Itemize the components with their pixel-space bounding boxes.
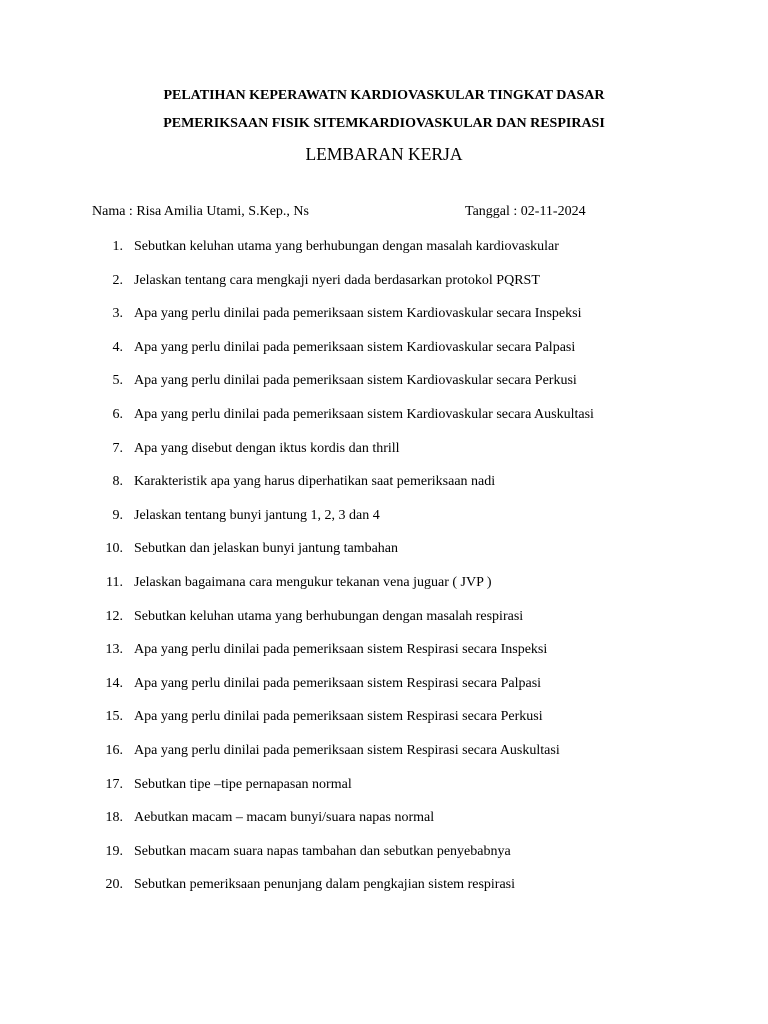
question-number: 13. [105, 642, 123, 658]
question-text: Apa yang perlu dinilai pada pemeriksaan sistem Respirasi secara Auskultasi [134, 742, 560, 758]
question-text: Aebutkan macam – macam bunyi/suara napas normal [134, 810, 435, 826]
question-item [0, 406, 768, 440]
question-number: 6. [112, 406, 123, 422]
question-text: Sebutkan tipe –tipe pernapasan normal [134, 776, 352, 792]
question-item [0, 876, 768, 910]
question-text: Sebutkan keluhan utama yang berhubungan dengan masalah respirasi [134, 608, 524, 624]
question-number: 18. [105, 810, 123, 826]
question-text: Apa yang perlu dinilai pada pemeriksaan sistem Respirasi secara Palpasi [134, 675, 542, 691]
question-number: 10. [105, 541, 123, 557]
question-text: Jelaskan tentang bunyi jantung 1, 2, 3 dan 4 [134, 507, 380, 523]
question-number: 19. [105, 843, 123, 859]
question-number: 20. [105, 877, 123, 893]
question-item [0, 776, 768, 810]
title-line-2: PEMERIKSAAN FISIK SITEMKARDIOVASKULAR DAN RESPIRASI [163, 116, 605, 131]
question-item [0, 440, 768, 474]
question-number: 8. [112, 474, 123, 490]
question-number: 12. [105, 608, 123, 624]
question-number: 7. [112, 440, 123, 456]
question-item [0, 339, 768, 373]
question-number: 3. [112, 306, 123, 322]
question-text: Sebutkan dan jelaskan bunyi jantung tambahan [134, 541, 398, 557]
question-text: Jelaskan bagaimana cara mengukur tekanan vena juguar ( JVP ) [134, 574, 492, 590]
question-number: 15. [105, 709, 123, 725]
question-text: Apa yang perlu dinilai pada pemeriksaan sistem Kardiovaskular secara Auskultasi [134, 406, 594, 422]
worksheet-date: Tanggal : 02-11-2024 [465, 204, 586, 219]
question-number: 2. [112, 272, 123, 288]
question-number: 5. [112, 373, 123, 389]
question-item [0, 809, 768, 843]
question-text: Karakteristik apa yang harus diperhatikan saat pemeriksaan nadi [134, 474, 496, 490]
question-item [0, 708, 768, 742]
question-number: 17. [105, 776, 123, 792]
question-item [0, 574, 768, 608]
question-item [0, 641, 768, 675]
question-text: Apa yang perlu dinilai pada pemeriksaan sistem Kardiovaskular secara Inspeksi [134, 306, 582, 322]
question-list [0, 238, 768, 910]
question-text: Apa yang perlu dinilai pada pemeriksaan sistem Kardiovaskular secara Palpasi [134, 339, 576, 355]
question-item [0, 473, 768, 507]
question-item [0, 272, 768, 306]
question-text: Apa yang perlu dinilai pada pemeriksaan sistem Respirasi secara Perkusi [134, 709, 543, 725]
worksheet-subtitle: LEMBARAN KERJA [305, 144, 463, 164]
question-number: 1. [112, 239, 123, 254]
question-item [0, 608, 768, 642]
question-number: 14. [105, 675, 123, 691]
question-text: Sebutkan keluhan utama yang berhubungan dengan masalah kardiovaskular [134, 239, 559, 254]
question-text: Sebutkan macam suara napas tambahan dan sebutkan penyebabnya [134, 843, 511, 859]
question-item [0, 305, 768, 339]
question-number: 4. [112, 339, 123, 355]
question-number: 9. [112, 507, 123, 523]
question-item [0, 540, 768, 574]
question-item [0, 742, 768, 776]
title-line-1: PELATIHAN KEPERAWATN KARDIOVASKULAR TINGKAT DASAR [163, 88, 605, 103]
question-number: 16. [105, 742, 123, 758]
question-text: Jelaskan tentang cara mengkaji nyeri dada berdasarkan protokol PQRST [134, 272, 540, 288]
question-text: Apa yang perlu dinilai pada pemeriksaan sistem Kardiovaskular secara Perkusi [134, 373, 577, 389]
question-number: 11. [106, 574, 123, 590]
question-text: Sebutkan pemeriksaan penunjang dalam pengkajian sistem respirasi [134, 877, 516, 893]
question-item [0, 675, 768, 709]
question-item [0, 507, 768, 541]
question-item [0, 843, 768, 877]
question-item [0, 372, 768, 406]
participant-name: Nama : Risa Amilia Utami, S.Kep., Ns [92, 204, 309, 219]
question-text: Apa yang perlu dinilai pada pemeriksaan sistem Respirasi secara Inspeksi [134, 642, 548, 658]
question-text: Apa yang disebut dengan iktus kordis dan thrill [134, 440, 400, 456]
question-item [0, 238, 768, 272]
